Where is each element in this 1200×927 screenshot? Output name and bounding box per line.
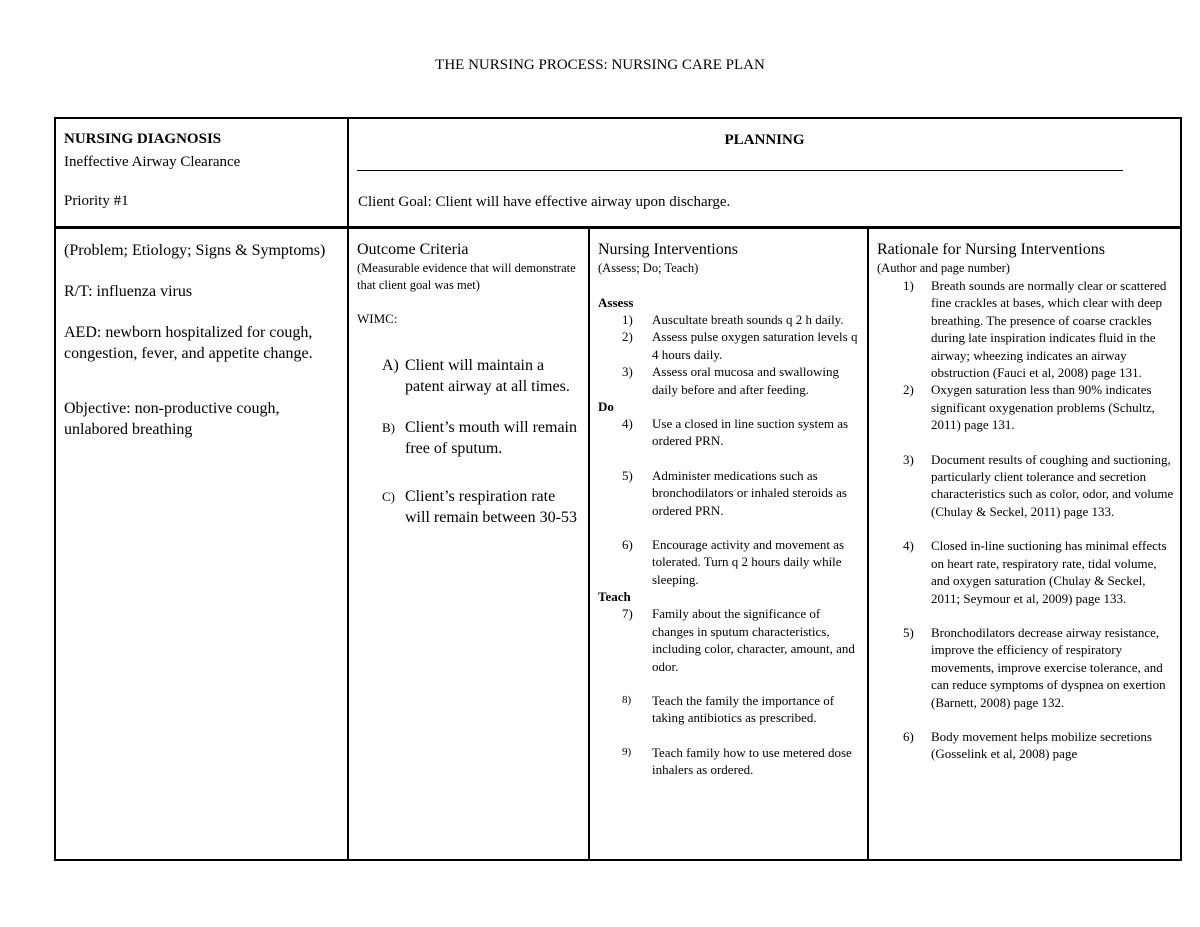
outcome-list — [357, 355, 582, 528]
outcome-marker: A) — [382, 357, 399, 374]
assess-list — [598, 311, 863, 398]
rationale-marker: 1) — [903, 278, 914, 293]
intervention-text: Family about the significance of changes in sputum characteristics, including color, character, amount, and odor. — [652, 606, 855, 674]
client-goal: Client Goal: Client will have effective airway upon discharge. — [358, 194, 731, 210]
nursing-diagnosis-value: Ineffective Airway Clearance — [64, 154, 241, 170]
rationale-subheading: (Author and page number) — [877, 261, 1010, 275]
outcome-item — [357, 417, 582, 459]
intervention-marker: 8) — [622, 693, 632, 706]
rationale-text: Document results of coughing and suctioning, particularly client tolerance and secretion characteristics such as color, odor, and volume (Chulay & Seckel, 2011) page 133. — [931, 451, 1174, 519]
intervention-marker: 2) — [622, 329, 633, 345]
rationale-item — [877, 624, 1174, 711]
rationale-item — [877, 277, 1174, 381]
rationale-column — [869, 229, 1180, 859]
outcome-item — [357, 355, 582, 397]
intervention-marker: 1) — [622, 312, 633, 327]
intervention-text: Teach the family the importance of taking antibiotics as prescribed. — [652, 692, 835, 726]
planning-heading: PLANNING — [724, 132, 805, 148]
interventions-heading: Nursing Interventions — [598, 241, 738, 258]
assess-label: Assess — [598, 295, 634, 310]
objective-text: Objective: non-productive cough, unlabored breathing — [64, 400, 280, 438]
rationale-marker: 4) — [903, 538, 914, 554]
rationale-item — [877, 451, 1174, 521]
rationale-marker: 3) — [903, 451, 914, 467]
intervention-marker: 6) — [622, 537, 633, 553]
outcome-marker: C) — [382, 489, 395, 504]
priority-label: Priority #1 — [64, 193, 129, 209]
problem-column — [56, 229, 349, 859]
intervention-text: Assess oral mucosa and swallowing daily before and after feeding. — [652, 364, 840, 397]
intervention-text: Auscultate breath sounds q 2 h daily. — [652, 312, 844, 327]
teach-list — [598, 605, 863, 778]
intervention-marker: 5) — [622, 467, 633, 483]
intervention-item — [598, 744, 863, 779]
table-body-row — [56, 229, 1180, 859]
intervention-text: Use a closed in line suction system as ordered PRN. — [652, 416, 849, 449]
rationale-text: Bronchodilators decrease airway resistance, improve the efficiency of respiratory movements, improve exercise tolerance, and can reduce symptoms of dyspnea on exertion (Barnett, 2008) page 132. — [931, 624, 1166, 710]
document-title: THE NURSING PROCESS: NURSING CARE PLAN — [435, 57, 765, 73]
intervention-item — [598, 536, 863, 588]
outcome-text: Client’s mouth will remain free of sputum. — [405, 419, 577, 457]
outcome-marker: B) — [382, 420, 395, 435]
rationale-text: Closed in-line suctioning has minimal effects on heart rate, respiratory rate, tidal volume, and oxygen saturation (Chulay & Seckel, 2011; Seymour et al, 2009) page 133. — [931, 538, 1167, 606]
intervention-text: Administer medications such as bronchodilators or inhaled steroids as ordered PRN. — [652, 467, 847, 518]
do-label: Do — [598, 399, 614, 415]
intervention-marker: 4) — [622, 416, 633, 432]
intervention-item — [598, 415, 863, 450]
rationale-marker: 6) — [903, 728, 914, 744]
outcome-item — [357, 486, 582, 528]
nursing-diagnosis-heading: NURSING DIAGNOSIS — [64, 131, 222, 147]
rationale-heading: Rationale for Nursing Interventions — [877, 241, 1105, 258]
as-evidenced-by-text: AED: newborn hospitalized for cough, congestion, fever, and appetite change. — [64, 324, 313, 362]
outcome-text: Client’s respiration rate will remain between 30-53 — [405, 488, 577, 526]
rationale-list — [877, 277, 1174, 763]
problem-heading: (Problem; Etiology; Signs & Symptoms) — [64, 242, 326, 259]
intervention-item — [598, 363, 863, 398]
intervention-text: Encourage activity and movement as tolerated. Turn q 2 hours daily while sleeping. — [652, 537, 845, 587]
outcome-heading: Outcome Criteria — [357, 241, 469, 258]
care-plan-table — [54, 117, 1182, 861]
rationale-item — [877, 537, 1174, 607]
intervention-marker: 7) — [622, 606, 633, 622]
intervention-item — [598, 605, 863, 675]
intervention-marker: 9) — [622, 745, 632, 758]
outcome-criteria-column — [349, 229, 590, 859]
rationale-marker: 2) — [903, 382, 914, 398]
intervention-marker: 3) — [622, 364, 633, 380]
intervention-item — [598, 328, 863, 363]
planning-cell — [349, 119, 1180, 226]
rationale-marker: 5) — [903, 624, 914, 640]
intervention-item — [598, 692, 863, 727]
table-header-row — [56, 119, 1180, 229]
planning-underline — [357, 170, 1123, 171]
teach-label: Teach — [598, 589, 631, 605]
intervention-text: Assess pulse oxygen saturation levels q 4 hours daily. — [652, 329, 858, 362]
rationale-text: Oxygen saturation less than 90% indicates significant oxygenation problems (Schultz, 2011) page 131. — [931, 382, 1155, 433]
interventions-subheading: (Assess; Do; Teach) — [598, 261, 699, 275]
related-to-text: R/T: influenza virus — [64, 283, 193, 300]
rationale-text: Breath sounds are normally clear or scattered fine crackles at bases, which clear with deep breathing. The presence of coarse crackles during late inspiration indicates fluid in the airway; wheezing indicates an airway obstruction (Fauci et al, 2008) page 131. — [931, 278, 1167, 381]
rationale-item — [877, 728, 1174, 763]
rationale-item — [877, 381, 1174, 433]
intervention-item — [598, 467, 863, 519]
rationale-text: Body movement helps mobilize secretions (Gosselink et al, 2008) page — [931, 728, 1152, 762]
outcome-subheading: (Measurable evidence that will demonstrate that client goal was met) — [357, 261, 576, 292]
wimc-label: WIMC: — [357, 311, 398, 326]
intervention-item — [598, 311, 863, 328]
nursing-diagnosis-cell — [56, 119, 349, 226]
intervention-text: Teach family how to use metered dose inhalers as ordered. — [652, 744, 852, 778]
outcome-text: Client will maintain a patent airway at all times. — [405, 357, 570, 395]
nursing-interventions-column — [590, 229, 869, 859]
do-list — [598, 415, 863, 588]
